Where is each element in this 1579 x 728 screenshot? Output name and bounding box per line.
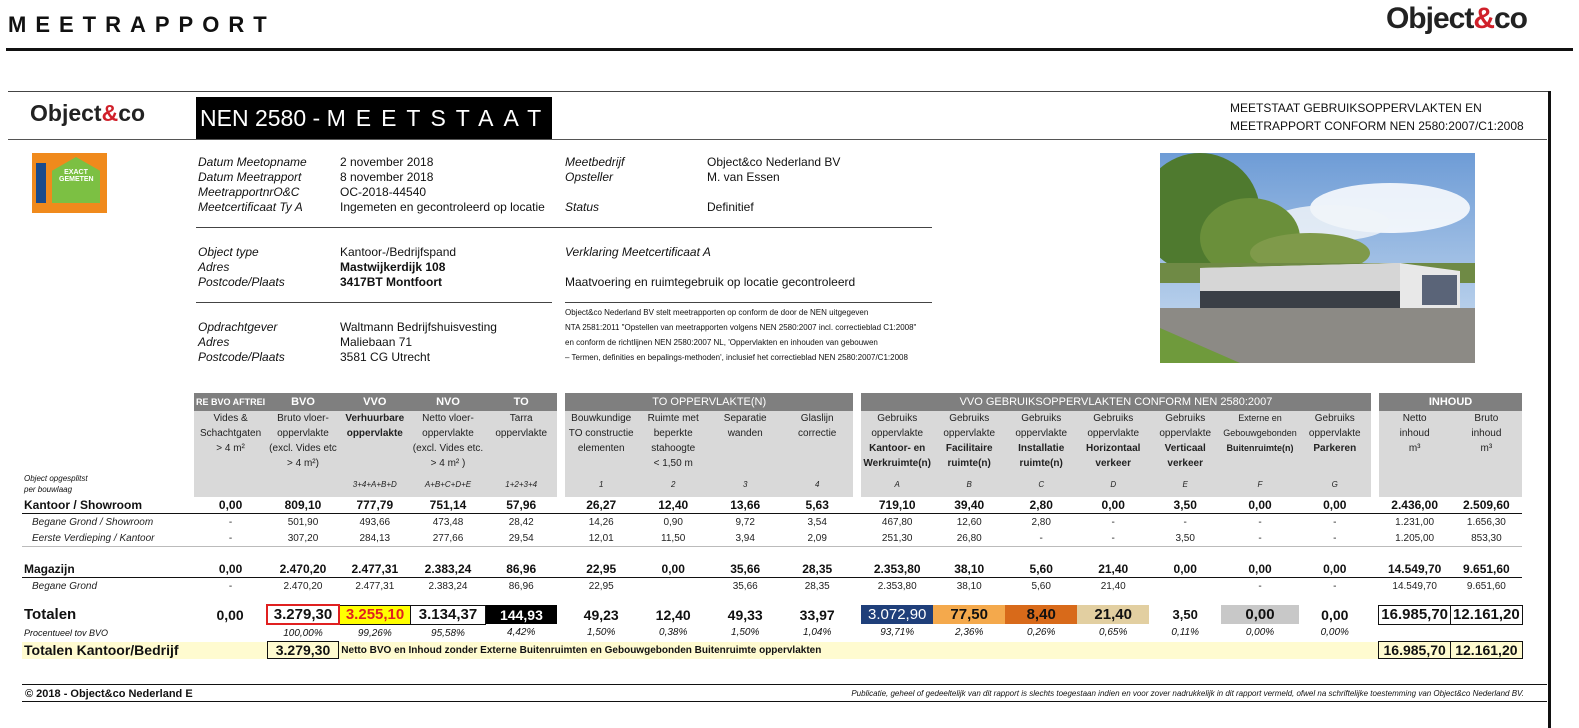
spacer-cell (853, 497, 861, 514)
kb-netto-inhoud: 16.985,70 (1379, 642, 1451, 659)
info-value: 3581 CG Utrecht (340, 350, 431, 364)
col-head-bvo: BVO (267, 393, 339, 411)
pct-cell: 99,26% (357, 627, 392, 639)
pct-cell: 2,36% (955, 627, 984, 639)
value-cell: - (228, 516, 233, 528)
value-cell: 13,66 (709, 497, 781, 514)
info-block-object (198, 245, 456, 290)
formula-cell: 3+4+A+B+D (339, 471, 411, 497)
value-cell: 3,94 (735, 532, 755, 544)
info-label: Meetbedrijf (565, 155, 625, 169)
formula-cell: 2 (637, 471, 709, 497)
spacer-cell (557, 605, 565, 624)
value-cell: 21,40 (1100, 580, 1126, 592)
spacer-cell (557, 624, 565, 642)
row-label: Begane Grond / Showroom (32, 516, 154, 528)
info-value: 3417BT Montfoort (340, 275, 442, 289)
value-cell: 5,60 (1031, 580, 1051, 592)
value-cell: 29,54 (508, 532, 534, 544)
footer-copyright: © 2018 - Object&co Nederland E (25, 688, 193, 700)
value-cell: 28,35 (804, 580, 830, 592)
value-cell: 14.549,70 (1392, 580, 1437, 592)
frame-right-line (1548, 91, 1551, 728)
info-block-company (565, 155, 840, 215)
subhead-vvo-g: Gebruiks oppervlakte Parkeren (1299, 411, 1371, 471)
formula-cell: F (1221, 471, 1299, 497)
value-cell: 22,95 (588, 580, 614, 592)
value-cell: 2.353,80 (861, 561, 933, 578)
verklaring (565, 245, 855, 290)
subhead-vides: Vides & Schachtgaten > 4 m² (194, 411, 267, 471)
value-cell: 2.509,60 (1451, 497, 1523, 514)
value-cell: - (1039, 532, 1043, 544)
formula-cell: B (933, 471, 1005, 497)
value-cell: 2.470,20 (283, 580, 323, 592)
value-cell: 0,90 (663, 516, 683, 528)
pct-cell: 1,50% (587, 627, 616, 639)
value-cell: 5,63 (781, 497, 853, 514)
value-cell: 28,42 (508, 516, 534, 528)
group-head-inhoud: INHOUD (1379, 393, 1522, 411)
formula-cell: A (861, 471, 933, 497)
info-label: Datum Meetrapport (198, 170, 302, 184)
report-title: MEETRAPPORT (8, 12, 276, 37)
subhead-vvo-c: Gebruiks oppervlakte Installatie ruimte(n) (1005, 411, 1077, 471)
spacer-cell (1371, 624, 1379, 642)
info-label: Datum Meetopname (198, 155, 307, 169)
note-line: – Termen, definities en bepalings-methoden', inclusief het correctieblad NEN 2580:2007/C1:2008 (565, 353, 908, 362)
row-label: Magazijn (22, 561, 194, 578)
value-cell: - (1258, 532, 1262, 544)
value-cell: 0,00 (1299, 561, 1371, 578)
value-cell: - (228, 532, 233, 544)
formula-cell: E (1149, 471, 1221, 497)
value-cell: 0,00 (1299, 497, 1371, 514)
kb-note: Netto BVO en Inhoud zonder Externe Buitenruimten en Gebouwgebonden Buitenruimte oppervlakten (339, 642, 1371, 659)
pct-cell: 0,11% (1171, 627, 1200, 639)
value-cell (1149, 578, 1221, 595)
pct-cell (1451, 624, 1523, 642)
value-cell: 2.383,24 (411, 561, 485, 578)
subtitle-line: MEETSTAAT GEBRUIKSOPPERVLAKTEN EN (1230, 101, 1482, 115)
footer-disclaimer: Publicatie, geheel of gedeeltelijk van dit rapport is slechts toegestaan indien en voor zover nadrukkelijk in dit rapport vermeld, ofwel na schriftelijke toestemming van Object&co Nederland BV. (851, 689, 1524, 698)
value-cell: - (1111, 516, 1115, 528)
value-cell: 14.549,70 (1379, 561, 1451, 578)
document-subtitle (1230, 99, 1524, 135)
value-cell: 2.470,20 (267, 561, 339, 578)
info-value: Maliebaan 71 (340, 335, 413, 349)
pct-cell: 0,26% (1027, 627, 1056, 639)
value-cell: 0,00 (1221, 497, 1299, 514)
info-value: Object&co Nederland BV (707, 155, 841, 169)
kb-bvo: 3.279,30 (267, 642, 339, 659)
value-cell: 0,00 (1221, 561, 1299, 578)
col-head-vvo: VVO (339, 393, 411, 411)
meetstaat-table (22, 393, 1523, 659)
banner-word: MEETSTAAT (326, 105, 552, 131)
spacer-cell (853, 605, 861, 624)
value-cell: 473,48 (432, 516, 464, 528)
table-row (22, 530, 1522, 547)
subhead-nvo: Netto vloer- oppervlakte (excl. Vides etc. > 4 m² ) (412, 413, 484, 469)
logo-ampersand: & (101, 100, 119, 126)
divider (565, 302, 932, 303)
total-cell: 3.134,37 (411, 605, 485, 624)
total-cell: 12,40 (655, 606, 691, 623)
subhead-vvo-b: Gebruiks oppervlakte Facilitaire ruimte(n) (933, 411, 1005, 471)
value-cell: 38,10 (933, 561, 1005, 578)
info-label: Opdrachtgever (198, 320, 278, 334)
formula-cell: 4 (781, 471, 853, 497)
value-cell: 57,96 (485, 497, 557, 514)
table-group-row (22, 497, 1522, 514)
value-cell: 35,66 (709, 561, 781, 578)
subhead-to-4: Glaslijn correctie (781, 411, 853, 471)
spacer-cell (853, 578, 861, 595)
value-cell (637, 578, 709, 595)
formula-cell: 1+2+3+4 (485, 471, 557, 497)
total-cell: 49,23 (583, 606, 619, 623)
table-row (22, 514, 1522, 531)
pct-cell: 0,38% (659, 627, 688, 639)
value-cell: 86,96 (508, 580, 534, 592)
value-cell: 2.477,31 (355, 580, 395, 592)
value-cell: 9,72 (735, 516, 755, 528)
total-cell: 12.161,20 (1451, 605, 1523, 624)
value-cell: - (1258, 516, 1262, 528)
person-icon (36, 163, 46, 203)
exact-gemeten-badge (32, 153, 107, 213)
value-cell: 2.383,24 (428, 580, 468, 592)
formula-cell: 3 (709, 471, 781, 497)
company-logo (1386, 2, 1527, 36)
value-cell: 35,66 (732, 580, 758, 592)
value-cell: 284,13 (359, 532, 391, 544)
subhead-vvo-f: Externe en Gebouwgebonden Buitenruimte(n) (1221, 411, 1299, 471)
total-cell: 0,00 (1221, 605, 1299, 624)
value-cell: 251,30 (881, 532, 913, 544)
verklaring-label: Verklaring Meetcertificaat A (565, 245, 711, 259)
spacer-cell (1371, 530, 1379, 547)
value-cell: 9.651,60 (1466, 580, 1506, 592)
total-cell: 16.985,70 (1379, 605, 1451, 624)
info-label: Adres (198, 260, 230, 274)
value-cell: 12,01 (588, 532, 614, 544)
subhead-vvo-a: Gebruiks oppervlakte Kantoor- en Werkruimte(n) (861, 411, 933, 471)
value-cell: 809,10 (267, 497, 339, 514)
building-photo (1160, 153, 1475, 363)
col-head-nvo: NVO (411, 393, 485, 411)
value-cell: 501,90 (287, 516, 319, 528)
totals-label: Totalen (24, 606, 77, 623)
value-cell: - (1333, 580, 1337, 592)
value-cell: 26,80 (956, 532, 982, 544)
subhead-to-1: Bouwkundige TO constructie elementen (565, 411, 637, 471)
divider (196, 227, 932, 228)
value-cell: 28,35 (781, 561, 853, 578)
pct-cell (194, 624, 267, 642)
value-cell: 22,95 (565, 561, 637, 578)
value-cell: 2,80 (1005, 497, 1077, 514)
col-head-to: TO (485, 393, 557, 411)
pct-cell (1379, 624, 1451, 642)
logo-part: co (118, 100, 146, 126)
total-cell: 8,40 (1005, 605, 1077, 624)
spacer-cell (557, 497, 565, 514)
info-block-client (198, 320, 497, 365)
meetstaat-banner (196, 97, 552, 139)
logo-part: co (1493, 2, 1527, 35)
spacer-cell (557, 561, 565, 578)
value-cell: 2.436,00 (1379, 497, 1451, 514)
total-cell: 49,33 (727, 606, 763, 623)
spacer-cell (1371, 578, 1379, 595)
info-value: M. van Essen (707, 170, 780, 184)
info-label: Meetcertificaat Ty A (198, 200, 303, 214)
value-cell: 5,60 (1005, 561, 1077, 578)
subhead-bvo: Bruto vloer- oppervlakte (excl. Vides etc > 4 m²) (269, 413, 337, 469)
row-label: Begane Grond (32, 580, 98, 592)
row-label: Eerste Verdieping / Kantoor (32, 532, 155, 544)
disclaimer-note (565, 305, 916, 365)
table-subheader-row (22, 411, 1522, 471)
pct-cell: 1,04% (803, 627, 832, 639)
info-label: Postcode/Plaats (198, 275, 285, 289)
subhead-vvo-d: Gebruiks oppervlakte Horizontaal verkeer (1077, 411, 1149, 471)
total-cell: 3.279,30 (267, 605, 339, 624)
spacer-cell (1371, 561, 1379, 578)
info-value: Mastwijkerdijk 108 (340, 260, 446, 274)
header-divider (8, 139, 1547, 140)
subhead-to: Tarra oppervlakte (485, 411, 557, 471)
value-cell: - (228, 580, 233, 592)
divider (196, 302, 552, 303)
info-label: Postcode/Plaats (198, 350, 285, 364)
spacer-cell (853, 530, 861, 547)
value-cell: 38,10 (956, 580, 982, 592)
pct-cell: 100,00% (283, 627, 323, 639)
pct-cell: 0,00% (1245, 627, 1275, 639)
value-cell: 277,66 (432, 532, 464, 544)
info-label: Status (565, 200, 600, 214)
value-cell: 12,40 (637, 497, 709, 514)
percentage-row (22, 624, 1522, 642)
info-value: Waltmann Bedrijfshuisvesting (340, 320, 497, 334)
value-cell: 777,79 (339, 497, 411, 514)
value-cell: 3,50 (1175, 532, 1195, 544)
value-cell: 0,00 (194, 561, 267, 578)
subhead-vvo: Verhuurbare oppervlakte (339, 411, 411, 471)
info-value: OC-2018-44540 (340, 185, 427, 199)
value-cell: 853,30 (1471, 532, 1502, 544)
spacer-cell (1371, 514, 1379, 531)
info-label: MeetrapportnrO&C (198, 185, 300, 199)
totals-kantoor-bedrijf-row (22, 642, 1522, 659)
subhead-bruto-inhoud: Bruto inhoud m³ (1451, 411, 1523, 471)
frame-top-line (8, 91, 1551, 92)
formula-cell: A+B+C+D+E (411, 471, 485, 497)
subhead-netto-inhoud: Netto inhoud m³ (1379, 411, 1451, 471)
value-cell: 307,20 (287, 532, 319, 544)
subhead-to-2: Ruimte met beperkte stahoogte < 1,50 m (637, 411, 709, 471)
spacer-cell (557, 578, 565, 595)
total-cell: 3,50 (1172, 607, 1198, 622)
note-line: Object&co Nederland BV stelt meetrapporten op conform de door de NEN uitgegeven (565, 308, 869, 317)
pct-cell: 93,71% (880, 627, 915, 639)
info-value: Ingemeten en gecontroleerd op locatie (340, 200, 545, 214)
spacer-cell (557, 514, 565, 531)
value-cell: 751,14 (411, 497, 485, 514)
table-group-row (22, 561, 1522, 578)
value-cell: 467,80 (881, 516, 913, 528)
info-label: Adres (198, 335, 230, 349)
group-head-vvo: VVO GEBRUIKSOPPERVLAKTEN CONFORM NEN 2580:2007 (861, 393, 1371, 411)
logo-ampersand: & (1473, 2, 1494, 35)
verklaring-text: Maatvoering en ruimtegebruik op locatie gecontroleerd (565, 275, 856, 289)
value-cell: 3,54 (807, 516, 827, 528)
total-cell: 77,50 (933, 605, 1005, 624)
group-head-to: TO OPPERVLAKTE(N) (565, 393, 853, 411)
banner-nen: NEN 2580 (200, 105, 307, 131)
value-cell: - (1333, 532, 1337, 544)
spacer-cell (1371, 497, 1379, 514)
footer-rule (22, 684, 1547, 685)
value-cell: 14,26 (588, 516, 614, 528)
sub-logo (30, 100, 145, 127)
formula-label: Object opgesplitst per bouwlaag (24, 474, 88, 494)
value-cell: 2,80 (1031, 516, 1051, 528)
kb-bruto-inhoud: 12.161,20 (1451, 642, 1523, 659)
value-cell: - (1258, 580, 1262, 592)
total-cell: 0,00 (216, 606, 244, 623)
info-value: Kantoor-/Bedrijfspand (340, 245, 457, 259)
pct-cell: 0,00% (1320, 627, 1349, 639)
banner-dash: - (306, 105, 327, 131)
value-cell: 12,60 (956, 516, 982, 528)
info-value: Definitief (707, 200, 754, 214)
subhead-vvo-e: Gebruiks oppervlakte Verticaal verkeer (1149, 411, 1221, 471)
value-cell: 1.205,00 (1395, 532, 1435, 544)
value-cell: 1.656,30 (1466, 516, 1506, 528)
info-value: 2 november 2018 (340, 155, 434, 169)
value-cell: - (1333, 516, 1337, 528)
total-cell: 144,93 (485, 605, 557, 624)
header-rule (6, 48, 1573, 51)
value-cell: 2,09 (807, 532, 827, 544)
pct-cell: 95,58% (431, 627, 465, 639)
table-row (22, 578, 1522, 595)
formula-cell: G (1299, 471, 1371, 497)
value-cell: 493,66 (359, 516, 391, 528)
col-head-vides: RE BVO AFTREI (194, 393, 267, 411)
logo-part: Object (1385, 2, 1474, 35)
pct-cell: 0,65% (1099, 627, 1128, 639)
value-cell: 26,27 (565, 497, 637, 514)
spacer-cell (853, 561, 861, 578)
badge-text: EXACT GEMETEN (59, 169, 94, 183)
spacer-cell (853, 624, 861, 642)
note-line: en conform de richtlijnen NEN 2580:2007 NL, 'Oppervlakten en inhouden van gebouwen (565, 338, 878, 347)
value-cell: 719,10 (861, 497, 933, 514)
formula-cell: 1 (565, 471, 637, 497)
formula-cell: C (1005, 471, 1077, 497)
spacer-cell (1371, 605, 1379, 624)
formula-cell: D (1077, 471, 1149, 497)
value-cell: - (1111, 532, 1115, 544)
pct-cell: 1,50% (731, 627, 760, 639)
value-cell: 2.477,31 (339, 561, 411, 578)
table-group-header-row (22, 393, 1522, 411)
value-cell: 0,00 (637, 561, 709, 578)
kb-label: Totalen Kantoor/Bedrijf (22, 642, 194, 659)
building-photo-illustration (1160, 153, 1475, 363)
total-cell: 33,97 (799, 606, 835, 623)
pct-label: Procentueel tov BVO (24, 627, 109, 638)
value-cell: - (1183, 516, 1187, 528)
total-cell: 3.255,10 (339, 605, 411, 624)
value-cell: 39,40 (933, 497, 1005, 514)
total-cell: 0,00 (1321, 606, 1349, 623)
pct-cell: 4,42% (507, 627, 536, 639)
subtitle-line: MEETRAPPORT CONFORM NEN 2580:2007/C1:2008 (1230, 119, 1524, 133)
info-label: Object type (198, 245, 259, 259)
logo-part: Object (30, 100, 102, 126)
info-block-dates (198, 155, 545, 215)
value-cell: 0,00 (194, 497, 267, 514)
totals-row (22, 605, 1522, 624)
value-cell: 11,50 (661, 532, 686, 544)
info-value: 8 november 2018 (340, 170, 434, 184)
info-label: Opsteller (565, 170, 614, 184)
footer-rule (22, 701, 1547, 702)
total-cell: 3.072,90 (861, 605, 933, 624)
total-cell: 21,40 (1077, 605, 1149, 624)
value-cell: 9.651,60 (1451, 561, 1523, 578)
value-cell: 0,00 (1149, 561, 1221, 578)
value-cell: 86,96 (485, 561, 557, 578)
spacer-cell (853, 514, 861, 531)
value-cell: 2.353,80 (877, 580, 917, 592)
formula-row (22, 471, 1522, 497)
row-label: Kantoor / Showroom (22, 497, 194, 514)
subhead-to-3: Separatie wanden (709, 411, 781, 471)
value-cell: 21,40 (1077, 561, 1149, 578)
value-cell: 3,50 (1149, 497, 1221, 514)
value-cell: 1.231,00 (1395, 516, 1435, 528)
value-cell: 0,00 (1077, 497, 1149, 514)
spacer-cell (557, 530, 565, 547)
note-line: NTA 2581:2011 "Opstellen van meetrapporten volgens NEN 2580:2007 incl. correctieblad C1:2008" (565, 323, 917, 332)
